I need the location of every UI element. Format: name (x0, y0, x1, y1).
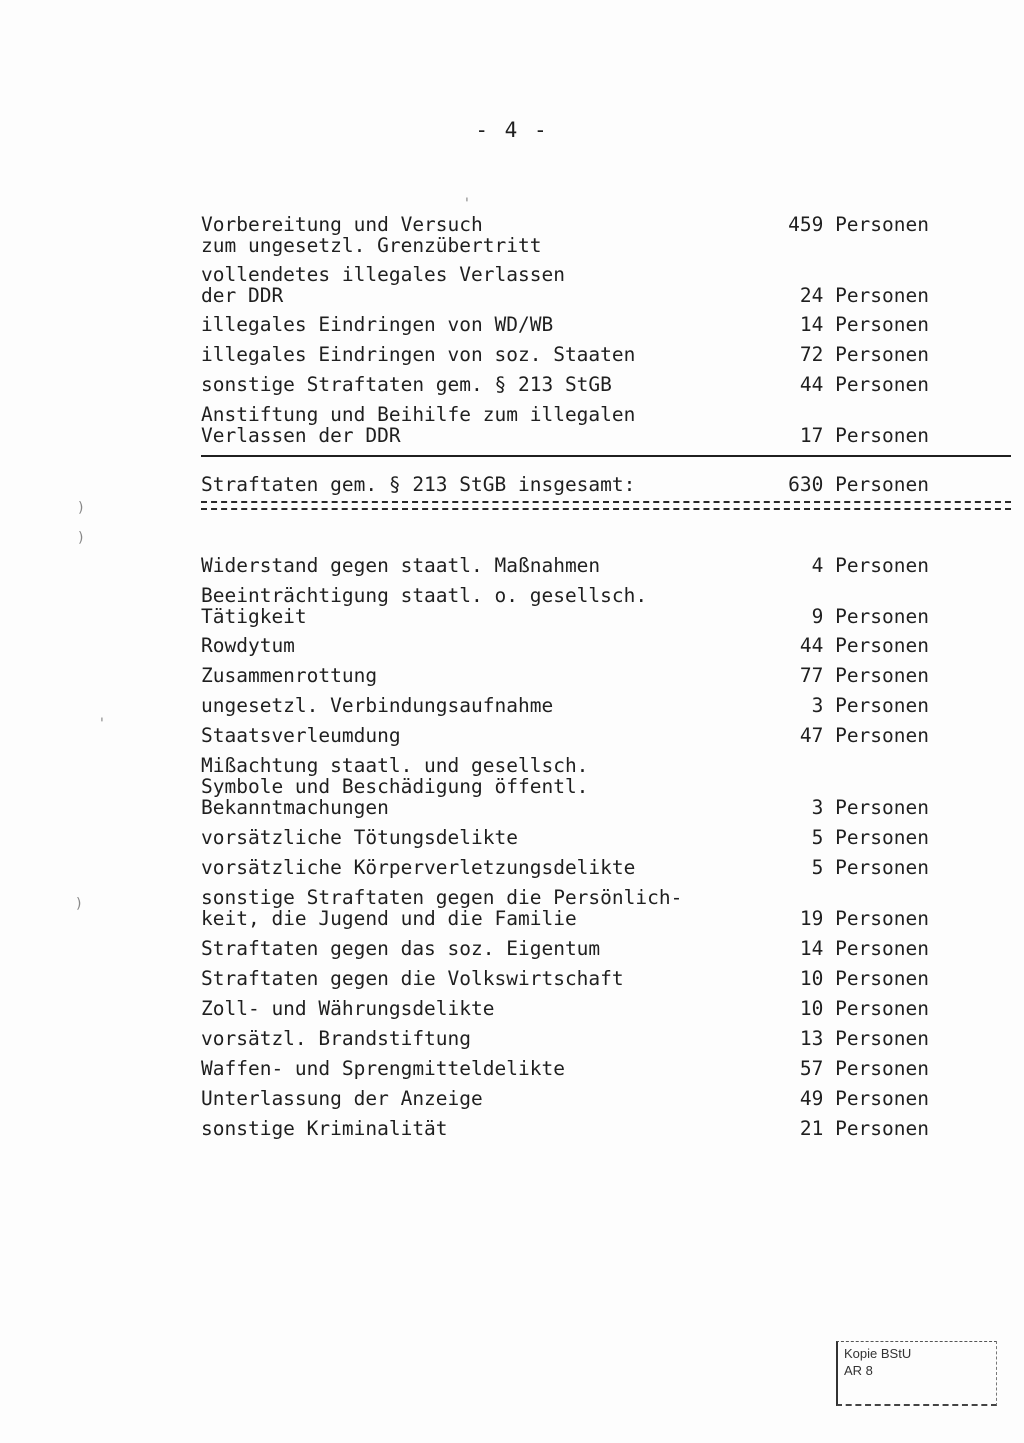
stamp-line: AR 8 (844, 1363, 873, 1378)
list-item (201, 827, 929, 848)
item-label: Zoll- und Währungsdelikte (201, 997, 495, 1020)
list-item (201, 968, 929, 989)
item-label: Rowdytum (201, 634, 295, 657)
item-value: 9 Personen (811, 605, 929, 628)
scan-mark-icon: ) (76, 896, 82, 912)
item-label: Mißachtung staatl. und gesellsch. Symbole und Beschädigung öffentl. Bekanntmachungen (201, 754, 589, 819)
list-item (201, 1028, 929, 1049)
item-value: 5 Personen (811, 856, 929, 879)
item-label: illegales Eindringen von WD/WB (201, 313, 554, 336)
page-number: - 4 - (475, 118, 549, 142)
item-value: 72 Personen (799, 343, 929, 366)
item-label: Staatsverleumdung (201, 724, 401, 747)
scan-mark-icon: ' (100, 716, 104, 732)
list-item (201, 755, 929, 818)
scan-mark-icon: ) (78, 500, 84, 516)
list-item (201, 214, 929, 256)
item-label: Vorbereitung und Versuch zum ungesetzl. Grenzübertritt (201, 213, 542, 257)
item-value: 44 Personen (799, 634, 929, 657)
list-item (201, 585, 929, 627)
archive-stamp (836, 1341, 997, 1406)
item-value: 3 Personen (811, 796, 929, 819)
list-item (201, 1088, 929, 1109)
list-item (201, 857, 929, 878)
item-value: 4 Personen (811, 554, 929, 577)
item-value: 10 Personen (799, 967, 929, 990)
item-value: 77 Personen (799, 664, 929, 687)
item-value: 21 Personen (799, 1117, 929, 1140)
item-label: sonstige Straftaten gegen die Persönlich- keit, die Jugend und die Familie (201, 886, 683, 930)
item-value: 47 Personen (799, 724, 929, 747)
item-value: 57 Personen (799, 1057, 929, 1080)
item-value: 459 Personen (788, 213, 929, 236)
item-value: 24 Personen (799, 284, 929, 307)
item-label: sonstige Kriminalität (201, 1117, 448, 1140)
item-value: 19 Personen (799, 907, 929, 930)
item-label: ungesetzl. Verbindungsaufnahme (201, 694, 554, 717)
list-item (201, 314, 929, 335)
list-item (201, 555, 929, 576)
item-label: Zusammenrottung (201, 664, 378, 687)
total-label: Straftaten gem. § 213 StGB insgesamt: (201, 473, 636, 496)
item-label: Anstiftung und Beihilfe zum illegalen Verlassen der DDR (201, 403, 636, 447)
item-value: 14 Personen (799, 937, 929, 960)
item-value: 14 Personen (799, 313, 929, 336)
item-label: Waffen- und Sprengmitteldelikte (201, 1057, 565, 1080)
item-label: sonstige Straftaten gem. § 213 StGB (201, 373, 612, 396)
list-item (201, 695, 929, 716)
item-label: Beeinträchtigung staatl. o. gesellsch. Tätigkeit (201, 584, 648, 628)
scan-mark-icon: ) (78, 530, 84, 546)
item-value: 5 Personen (811, 826, 929, 849)
list-item (201, 725, 929, 746)
item-label: vollendetes illegales Verlassen der DDR (201, 263, 565, 307)
item-label: Widerstand gegen staatl. Maßnahmen (201, 554, 601, 577)
item-value: 13 Personen (799, 1027, 929, 1050)
item-label: vorsätzl. Brandstiftung (201, 1027, 472, 1050)
list-item (201, 404, 929, 446)
item-label: Straftaten gegen das soz. Eigentum (201, 937, 601, 960)
separator-line (201, 455, 1011, 457)
list-item (201, 998, 929, 1019)
item-label: vorsätzliche Tötungsdelikte (201, 826, 518, 849)
total-value: 630 Personen (788, 473, 929, 496)
item-label: vorsätzliche Körperverletzungsdelikte (201, 856, 636, 879)
list-item (201, 635, 929, 656)
list-item (201, 344, 929, 365)
list-item (201, 374, 929, 395)
list-item (201, 887, 929, 929)
item-value: 49 Personen (799, 1087, 929, 1110)
list-item (201, 264, 929, 306)
double-underline (201, 501, 1011, 510)
list-item (201, 1058, 929, 1079)
item-label: Straftaten gegen die Volkswirtschaft (201, 967, 624, 990)
list-item (201, 665, 929, 686)
total-row (201, 474, 929, 495)
item-value: 10 Personen (799, 997, 929, 1020)
item-label: illegales Eindringen von soz. Staaten (201, 343, 636, 366)
list-item (201, 938, 929, 959)
list-item (201, 1118, 929, 1139)
item-label: Unterlassung der Anzeige (201, 1087, 483, 1110)
item-value: 17 Personen (799, 424, 929, 447)
item-value: 44 Personen (799, 373, 929, 396)
scan-mark-icon: ' (465, 196, 469, 212)
item-value: 3 Personen (811, 694, 929, 717)
stamp-line: Kopie BStU (844, 1346, 912, 1361)
